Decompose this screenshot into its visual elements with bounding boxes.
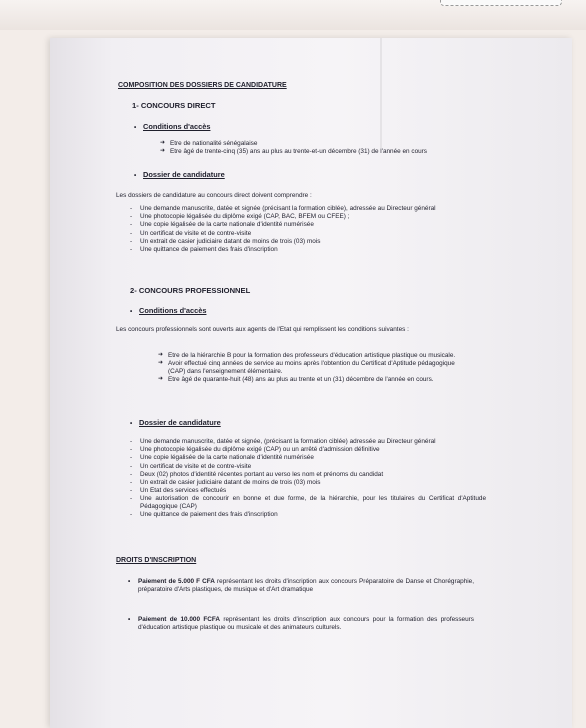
bullet-dot-icon: • — [128, 578, 131, 585]
list-item: - Un extrait de casier judiciaire datant de moins de trois (03) mois — [130, 478, 321, 486]
pro-conditions-list — [158, 352, 458, 384]
dash-icon: - — [130, 229, 133, 237]
list-item: - Une demande manuscrite, datée et signée, (précisant la formation ciblée) adressée au Directeur général — [130, 438, 436, 445]
professionnel-heading: 2- CONCOURS PROFESSIONNEL — [130, 286, 251, 295]
list-item: - Une photocopie légalisée du diplôme exigé (CAP, BAC, BFEM ou CFEE) ; — [130, 213, 350, 221]
fee-item-1: • Paiement de 5.000 F CFA représentant les droits d'inscription aux concours Préparatoire de Danse et Chorégraphie, préparatoire d'Arts plastiques, de musique et d'Art dramatique — [128, 578, 474, 593]
bullet-dot-icon: • — [134, 172, 137, 179]
bullet-dot-icon: • — [130, 420, 133, 427]
direct-heading: 1- CONCOURS DIRECT — [132, 101, 216, 110]
list-item: - Une copie légalisée de la carte nationale d'identité numérisée — [130, 221, 314, 229]
fee-item-2: • Paiement de 10.000 FCFA représentant les droits d'inscription aux concours pour la formation des professeurs d'éducation artistique plastique ou musicale et des animateurs culturels. — [128, 616, 474, 631]
list-item: ➜ Etre de la hiérarchie B pour la formation des professeurs d'éducation artistique plastique ou musicale. — [158, 352, 456, 359]
direct-dossier-intro: Les dossiers de candidature au concours direct doivent comprendre : — [116, 192, 312, 199]
arrow-bullet-icon: ➜ — [160, 148, 166, 155]
list-item: - Une copie légalisée de la carte nationale d'identité numérisée — [130, 454, 314, 462]
dash-icon: - — [130, 205, 133, 212]
droits-title: DROITS D'INSCRIPTION — [116, 557, 197, 564]
pro-conditions-title: Conditions d'accès — [139, 306, 207, 315]
arrow-bullet-icon: ➜ — [160, 140, 166, 146]
direct-dossier-title-row — [134, 171, 225, 180]
direct-dossier-list — [130, 205, 486, 254]
arrow-bullet-icon: ➜ — [158, 375, 164, 382]
arrow-bullet-icon: ➜ — [158, 360, 164, 367]
dash-icon: - — [130, 470, 133, 478]
dash-icon: - — [130, 462, 133, 470]
list-item: - Un certificat de visite et de contre-visite — [130, 229, 252, 237]
pro-intro: Les concours professionnels sont ouverts aux agents de l'Etat qui remplissent les conditions suivantes : — [116, 326, 409, 333]
list-item: ➜ Etre âgé de trente-cinq (35) ans au plus au trente-et-un décembre (31) de l'année en cours — [160, 148, 427, 156]
pro-conditions-title-row — [130, 307, 206, 316]
direct-conditions-title: Conditions d'accès — [143, 122, 211, 131]
dash-icon: - — [130, 438, 133, 445]
list-item: - Un certificat de visite et de contre-visite — [130, 462, 252, 470]
dash-icon: - — [130, 454, 133, 462]
bullet-dot-icon: • — [130, 308, 133, 315]
list-item: ➜ Avoir effectué cinq années de service au moins après l'obtention du Certificat d'Aptitude pédagogique (CAP) dans l'enseignement élémentaire. — [158, 360, 455, 375]
direct-conditions-title-row — [134, 123, 210, 132]
dash-icon: - — [130, 213, 133, 221]
dash-icon: - — [130, 245, 133, 253]
list-item: - Deux (02) photos d'identité récentes portant au verso les nom et prénoms du candidat — [130, 470, 384, 478]
list-item: - Un extrait de casier judiciaire datant de moins de trois (03) mois — [130, 237, 321, 245]
list-item: - Une autorisation de concourir en bonne et due forme, de la hiérarchie, pour les titulaires du Certificat d'Aptitude Pédagogique (CAP) — [130, 495, 486, 510]
bullet-dot-icon: • — [128, 616, 131, 623]
dash-icon: - — [130, 487, 133, 495]
direct-conditions-list — [160, 140, 450, 156]
pro-dossier-list — [130, 438, 486, 519]
list-item: - Une quittance de paiement des frais d'inscription — [130, 511, 278, 519]
dashed-card-edge — [440, 0, 562, 6]
list-item: ➜ Etre de nationalité sénégalaise — [160, 140, 258, 147]
bullet-dot-icon: • — [134, 124, 137, 131]
pro-dossier-title-row — [130, 419, 221, 428]
main-title: COMPOSITION DES DOSSIERS DE CANDIDATURE — [118, 82, 287, 89]
pro-dossier-title: Dossier de candidature — [139, 418, 221, 427]
list-item: - Une photocopie légalisée du diplôme exigé (CAP) ou un arrêté d'admission définitive — [130, 446, 380, 454]
arrow-bullet-icon: ➜ — [158, 352, 164, 358]
list-item: ➜ Etre âgé de quarante-huit (48) ans au plus au trente et un (31) décembre de l'année en cours. — [158, 375, 434, 383]
direct-dossier-title: Dossier de candidature — [143, 170, 225, 179]
dash-icon: - — [130, 511, 133, 519]
dash-icon: - — [130, 478, 133, 486]
dash-icon: - — [130, 495, 133, 503]
paper-fold — [380, 38, 382, 148]
dash-icon: - — [130, 237, 133, 245]
dash-icon: - — [130, 446, 133, 454]
dash-icon: - — [130, 221, 133, 229]
list-item: - Un Etat des services effectués — [130, 487, 227, 495]
list-item: - Une quittance de paiement des frais d'inscription — [130, 245, 278, 253]
list-item: - Une demande manuscrite, datée et signée (précisant la formation ciblée), adressée au Directeur général — [130, 205, 436, 212]
